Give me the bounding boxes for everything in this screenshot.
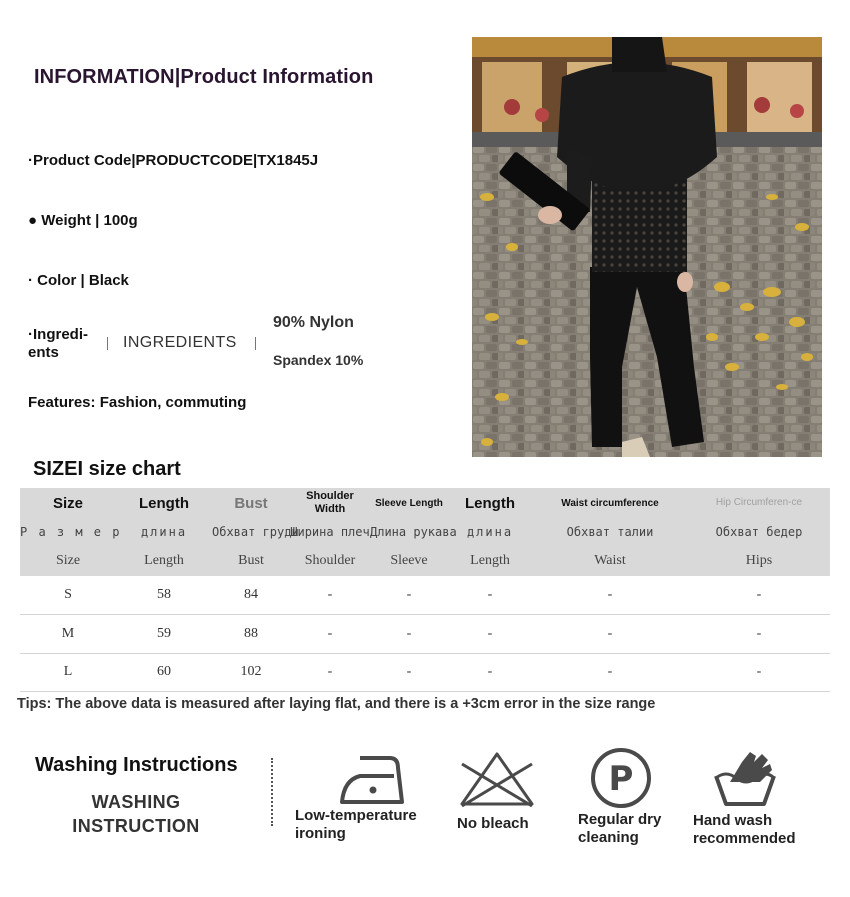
header-sub-hips: Hips — [745, 553, 773, 568]
cell-hips: - — [756, 625, 762, 641]
cell-size: L — [63, 664, 73, 680]
cell-hips: - — [756, 587, 762, 602]
svg-text:P: P — [608, 759, 634, 799]
cell-length: 60 — [157, 664, 171, 680]
wash-label-iron-line1: Low-temperature — [295, 807, 417, 824]
wash-label-iron-line2: ironing — [295, 825, 346, 842]
header-shoulder-width: Shoulder Width — [306, 490, 354, 515]
info-title: INFORMATION|Product Information — [34, 66, 374, 88]
product-features: Features: Fashion, commuting — [28, 394, 247, 411]
washing-subtitle — [56, 790, 216, 838]
header-ru-waist: Обхват талии — [566, 525, 654, 539]
header-ru-size: Р а з м е р — [20, 525, 122, 539]
iron-low-temp-icon — [338, 754, 406, 811]
table-row — [20, 576, 830, 615]
header-sub-bust: Bust — [238, 553, 264, 568]
wash-label-handwash-line2: recommended — [693, 830, 796, 847]
header-hip: Hip Circumferen-ce — [715, 497, 803, 508]
ingredients-en: INGREDIENTS — [123, 334, 237, 351]
cell-size: S — [64, 587, 72, 602]
wash-label-handwash-line1: Hand wash — [693, 812, 773, 829]
product-photo — [472, 37, 822, 457]
ingredients-divider — [255, 337, 256, 350]
wash-label-handwash — [693, 812, 796, 848]
no-bleach-icon — [458, 750, 536, 813]
product-weight: ● Weight | 100g — [28, 212, 138, 229]
header-sub-waist: Waist — [594, 553, 626, 568]
wash-label-dryclean-line1: Regular dry — [578, 811, 662, 828]
size-chart-title: SIZEI size chart — [33, 458, 181, 480]
header-ru-length: длина — [140, 525, 188, 539]
header-ru-shoulder: Ширина плеч — [290, 525, 370, 539]
cell-waist: - — [607, 664, 613, 680]
header-ru-length-2: длина — [466, 525, 514, 539]
ingredient-spandex: Spandex 10% — [273, 352, 364, 368]
cell-waist: - — [607, 625, 613, 641]
cell-length: 59 — [157, 625, 171, 641]
table-header-row — [20, 488, 830, 518]
cell-length-2: - — [487, 664, 493, 680]
header-sub-length-2: Length — [470, 553, 510, 568]
header-sleeve-length: Sleeve Length — [375, 497, 443, 509]
cell-bust: 102 — [240, 664, 262, 680]
cell-shoulder: - — [327, 625, 333, 641]
wash-label-bleach — [457, 815, 529, 833]
cell-sleeve: - — [406, 587, 412, 602]
header-sub-length: Length — [144, 553, 184, 568]
table-row — [20, 615, 830, 654]
cell-bust: 88 — [244, 625, 258, 641]
cell-shoulder: - — [327, 587, 333, 602]
table-row — [20, 653, 830, 692]
header-bust: Bust — [234, 494, 268, 512]
cell-waist: - — [607, 587, 613, 602]
size-tips: Tips: The above data is measured after laying flat, and there is a +3cm error in the size range — [17, 696, 656, 712]
cell-shoulder: - — [327, 664, 333, 680]
cell-bust: 84 — [244, 587, 258, 602]
washing-divider — [271, 758, 273, 826]
ingredient-nylon: 90% Nylon — [273, 314, 354, 331]
header-sub-size: Size — [55, 553, 81, 568]
cell-size: M — [61, 625, 75, 641]
table-header-ru-row — [20, 518, 830, 546]
header-length-2: Length — [465, 494, 515, 512]
wash-label-bleach-line1: No bleach — [457, 815, 529, 832]
washing-title: Washing Instructions — [35, 754, 238, 776]
header-sub-sleeve: Sleeve — [390, 553, 428, 568]
header-size: Size — [52, 494, 83, 512]
header-ru-sleeve: Длина рукава — [370, 525, 457, 539]
dry-clean-p-icon — [589, 746, 653, 815]
cell-length: 58 — [157, 587, 171, 602]
cell-length-2: - — [487, 625, 493, 641]
header-ru-bust: Обхват груди — [212, 525, 299, 539]
size-table — [20, 488, 830, 692]
cell-hips: - — [756, 664, 762, 680]
header-waist: Waist circumference — [561, 497, 659, 509]
product-color: · Color | Black — [28, 272, 129, 289]
header-length: Length — [139, 494, 189, 512]
header-sub-shoulder: Shoulder — [304, 553, 356, 568]
cell-length-2: - — [487, 587, 493, 602]
header-ru-hips: Обхват бедер — [715, 525, 803, 539]
hand-wash-icon — [712, 748, 778, 813]
table-header-sub-row — [20, 546, 830, 576]
wash-label-dryclean-line2: cleaning — [578, 829, 639, 846]
product-photo-illustration — [472, 37, 822, 457]
ingredients-divider — [107, 337, 108, 350]
washing-subtitle-line1: WASHING — [91, 792, 181, 812]
wash-label-dryclean — [578, 811, 661, 847]
cell-sleeve: - — [406, 664, 412, 680]
washing-subtitle-line2: INSTRUCTION — [72, 816, 200, 836]
wash-label-iron — [295, 807, 417, 843]
ingredients-label: ·Ingredi- ents — [28, 326, 88, 361]
cell-sleeve: - — [406, 625, 412, 641]
product-code: ·Product Code|PRODUCTCODE|TX1845J — [28, 152, 319, 169]
